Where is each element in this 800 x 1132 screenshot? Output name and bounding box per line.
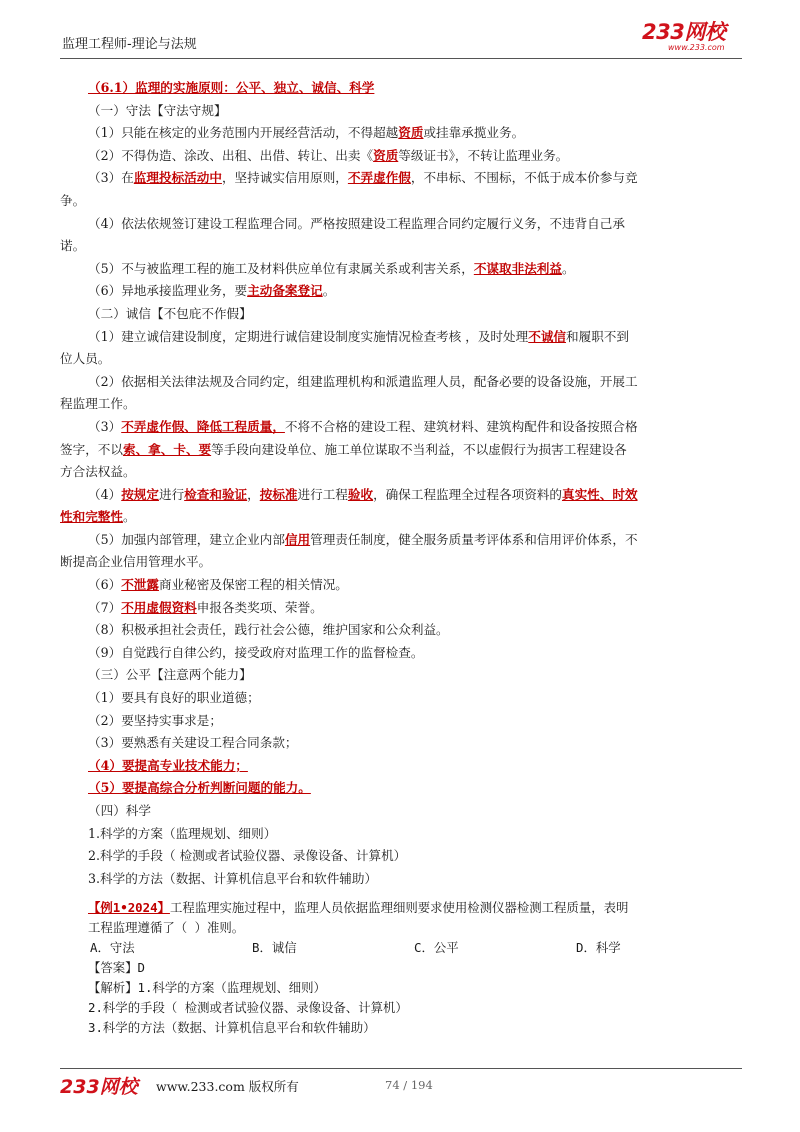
paragraph: （9）自觉践行自律公约，接受政府对监理工作的监督检查。 <box>88 644 424 660</box>
text-run: 不用虚假资料 <box>121 599 197 615</box>
paragraph: （8）积极承担社会责任，践行社会公德，维护国家和公众利益。 <box>88 622 449 638</box>
footer-logo: 233网校 <box>60 1076 138 1098</box>
text-run: 管理责任制度，健全服务质量考评体系和信用评价体系，不 <box>310 531 638 547</box>
copyright-text: www.233.com 版权所有 <box>156 1079 299 1094</box>
page-number: 74 / 194 <box>385 1078 433 1092</box>
answer: 【答案】D <box>88 960 146 975</box>
text-run: 资质 <box>398 125 424 141</box>
logo-text: 233网校 <box>642 20 726 44</box>
text-run: （6） <box>88 577 122 593</box>
list-item: 1.科学的方案（监理规划、细则） <box>88 825 277 841</box>
text-run: ，坚持诚实信用原则， <box>221 170 348 186</box>
logo-url: www.233.com <box>668 43 725 52</box>
paragraph <box>88 574 743 597</box>
text-run: 按规定 <box>121 486 159 502</box>
paragraph-cont: 断提高企业信用管理水平。 <box>60 554 212 570</box>
paragraph: （3）要熟悉有关建设工程合同条款； <box>88 735 298 751</box>
text-run: 等级证书》，不转让监理业务。 <box>398 147 569 163</box>
analysis: 2.科学的手段（ 检测或者试验仪器、录像设备、计算机） <box>88 1000 408 1015</box>
text-run: （4） <box>88 486 122 502</box>
text-run: 不泄露 <box>121 577 159 593</box>
text-run: （1）只能在核定的业务范围内开展经营活动，不得超越 <box>88 125 399 141</box>
text-run: （1）建立诚信建设制度，定期进行诚信建设制度实施情况检查考核 ，及时处理 <box>88 328 529 344</box>
question-text: 工程监理实施过程中，监理人员依据监理细则要求使用检测仪器检测工程质量，表明 <box>169 900 629 915</box>
paragraph-cont: 程监理工作。 <box>60 396 136 412</box>
text-run: 不弄虚作假、降低工程质量， <box>121 418 285 434</box>
footer-divider <box>60 1068 742 1069</box>
analysis: 【解析】1.科学的方案（监理规划、细则） <box>88 980 326 995</box>
text-run: 监理投标活动中 <box>133 170 222 186</box>
text-run: 不弄虚作假 <box>347 170 411 186</box>
example-tag: 【例1•2024】 <box>88 900 170 915</box>
brand-logo <box>642 21 742 57</box>
list-item: 3.科学的方法（数据、计算机信息平台和软件辅助） <box>88 870 378 886</box>
text-run: ， <box>247 486 260 502</box>
text-run: 不将不合格的建设工程、建筑材料、建筑构配件和设备按照合格 <box>284 418 638 434</box>
text-run: 。 <box>322 283 336 299</box>
option-d: D．科学 <box>576 940 621 955</box>
subheading-science: （四）科学 <box>88 803 151 818</box>
text-run: （6）异地承接监理业务，要 <box>88 283 248 299</box>
example-question <box>88 898 748 1038</box>
paragraph <box>88 258 743 281</box>
paragraph <box>88 167 743 190</box>
paragraph-cont: 争。 <box>60 192 86 208</box>
list-item: 2.科学的手段（ 检测或者试验仪器、录像设备、计算机） <box>88 848 407 864</box>
paragraph-cont: 诺。 <box>60 238 86 254</box>
text-run: 或挂靠承揽业务。 <box>423 125 525 141</box>
paragraph <box>88 280 743 303</box>
text-run: 验收 <box>347 486 374 502</box>
text-run: 进行工程 <box>297 486 348 502</box>
text-run: ，确保工程监理全过程各项资料的 <box>373 486 562 502</box>
text-run: 信用 <box>284 531 311 547</box>
main-content <box>60 77 743 890</box>
text-run: 签字，不以 <box>60 441 123 457</box>
text-run: 不谋取非法利益 <box>473 260 562 276</box>
question-text: 工程监理遵循了（ ）准则。 <box>88 920 245 935</box>
paragraph-cont: 位人员。 <box>60 351 111 367</box>
paragraph: （1）要具有良好的职业道德； <box>88 690 260 706</box>
text-run: 不诚信 <box>528 328 566 344</box>
analysis: 3.科学的方法（数据、计算机信息平台和软件辅助） <box>88 1020 376 1035</box>
option-a: A．守法 <box>90 940 135 955</box>
text-run: 商业秘密及保密工程的相关情况。 <box>158 577 348 593</box>
paragraph <box>88 529 743 552</box>
text-run: 资质 <box>373 147 399 163</box>
text-run: （5）不与被监理工程的施工及材料供应单位有隶属关系或利害关系， <box>88 260 474 276</box>
text-run: 申报各类奖项、荣誉。 <box>196 599 323 615</box>
text-run: 检查和验证 <box>184 486 248 502</box>
paragraph: （2）依据相关法律法规及合同约定，组建监理机构和派遣监理人员，配备必要的设备设施，开展工 <box>88 373 638 389</box>
option-b: B．诚信 <box>252 940 297 955</box>
text-run: （7） <box>88 599 122 615</box>
text-run: 真实性、时效 <box>561 486 638 502</box>
paragraph <box>88 416 743 439</box>
text-run: 按标准 <box>259 486 298 502</box>
option-c: C．公平 <box>414 940 459 955</box>
text-run: 进行 <box>158 486 185 502</box>
subheading-fairness: （三）公平【注意两个能力】 <box>88 667 252 683</box>
paragraph-cont <box>60 439 743 462</box>
paragraph: （4）依法依规签订建设工程监理合同。严格按照建设工程监理合同约定履行义务，不违背自己承 <box>88 215 625 231</box>
document-title: 监理工程师-理论与法规 <box>62 37 197 52</box>
key-point: （4）要提高专业技术能力； <box>88 757 248 773</box>
section-title: （6.1）监理的实施原则：公平、独立、诚信、科学 <box>88 80 375 95</box>
answer-options <box>88 938 748 958</box>
paragraph <box>88 597 743 620</box>
paragraph-cont <box>60 506 743 529</box>
key-point: （5）要提高综合分析判断问题的能力。 <box>88 780 311 796</box>
page-header <box>60 20 742 57</box>
paragraph <box>88 326 743 349</box>
paragraph <box>88 145 743 168</box>
paragraph <box>88 484 743 507</box>
paragraph: （2）要坚持实事求是； <box>88 712 222 728</box>
text-run: （3）在 <box>88 170 134 186</box>
text-run: 。 <box>561 260 575 276</box>
text-run: （3） <box>88 418 122 434</box>
text-run: 。 <box>122 509 136 525</box>
text-run: 主动备案登记 <box>247 283 323 299</box>
page-footer <box>60 1072 742 1098</box>
text-run: 和履职不到 <box>566 328 629 344</box>
text-run: 索、拿、卡、要 <box>122 441 212 457</box>
paragraph <box>88 122 743 145</box>
subheading-integrity: （二）诚信【不包庇不作假】 <box>88 305 252 321</box>
paragraph-cont: 方合法权益。 <box>60 464 136 480</box>
text-run: 等手段向建设单位、施工单位谋取不当利益，不以虚假行为损害工程建设各 <box>211 441 627 457</box>
subheading-law: （一）守法【守法守规】 <box>88 102 227 118</box>
text-run: ，不串标、不围标，不低于成本价参与竞 <box>410 170 638 186</box>
text-run: 性和完整性 <box>60 509 123 525</box>
header-divider <box>60 58 742 59</box>
text-run: （2）不得伪造、涂改、出租、出借、转让、出卖《 <box>88 147 374 163</box>
text-run: （5）加强内部管理，建立企业内部 <box>88 531 285 547</box>
